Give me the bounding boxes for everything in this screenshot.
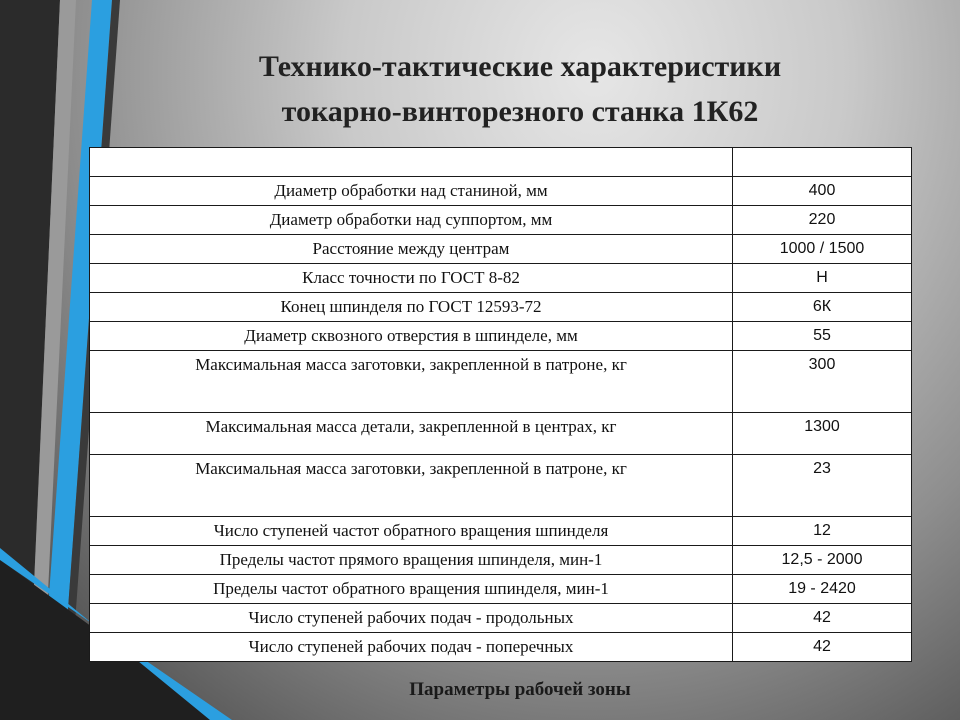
row-name: Число ступеней частот обратного вращения шпинделя (90, 517, 733, 546)
title-line-2: токарно-винторезного станка 1К62 (281, 95, 759, 128)
row-value: 6К (733, 293, 912, 322)
table-row (90, 177, 912, 206)
table-row (90, 546, 912, 575)
footer-caption: Параметры рабочей зоны (409, 679, 631, 700)
row-name: Класс точности по ГОСТ 8-82 (90, 264, 733, 293)
row-value: 42 (733, 604, 912, 633)
row-value: 42 (733, 633, 912, 662)
row-value: 55 (733, 322, 912, 351)
row-name: Пределы частот прямого вращения шпинделя, мин-1 (90, 546, 733, 575)
header-characteristics: Технические характеристики (90, 148, 733, 177)
row-value: 400 (733, 177, 912, 206)
row-name: Расстояние между центрам (90, 235, 733, 264)
row-value: 19 - 2420 (733, 575, 912, 604)
row-name: Максимальная масса заготовки, закрепленной в патроне, кг (90, 455, 733, 517)
table-row (90, 293, 912, 322)
row-name: Пределы частот обратного вращения шпинделя, мин-1 (90, 575, 733, 604)
table-row (90, 633, 912, 662)
row-name: Максимальная масса детали, закрепленной в центрах, кг (90, 413, 733, 455)
row-name: Конец шпинделя по ГОСТ 12593-72 (90, 293, 733, 322)
table-row (90, 413, 912, 455)
row-name: Число ступеней рабочих подач - продольных (90, 604, 733, 633)
header-parameters: Параметры (733, 148, 912, 177)
table-row (90, 351, 912, 413)
row-name: Диаметр обработки над станиной, мм (90, 177, 733, 206)
table-header-row (90, 148, 912, 177)
row-value: 12 (733, 517, 912, 546)
spec-table (89, 147, 912, 662)
table-row (90, 235, 912, 264)
row-value: Н (733, 264, 912, 293)
row-value: 1300 (733, 413, 912, 455)
row-name: Диаметр сквозного отверстия в шпинделе, мм (90, 322, 733, 351)
row-value: 1000 / 1500 (733, 235, 912, 264)
table-row (90, 575, 912, 604)
row-name: Максимальная масса заготовки, закрепленной в патроне, кг (90, 351, 733, 413)
row-name: Диаметр обработки над суппортом, мм (90, 206, 733, 235)
table-row (90, 322, 912, 351)
page-title (120, 44, 920, 134)
table-row (90, 517, 912, 546)
row-value: 12,5 - 2000 (733, 546, 912, 575)
title-line-1: Технико-тактические характеристики (258, 50, 782, 83)
row-value: 220 (733, 206, 912, 235)
row-name: Число ступеней рабочих подач - поперечных (90, 633, 733, 662)
row-value: 300 (733, 351, 912, 413)
table-row (90, 264, 912, 293)
table-row (90, 206, 912, 235)
table-row (90, 455, 912, 517)
row-value: 23 (733, 455, 912, 517)
table-row (90, 604, 912, 633)
